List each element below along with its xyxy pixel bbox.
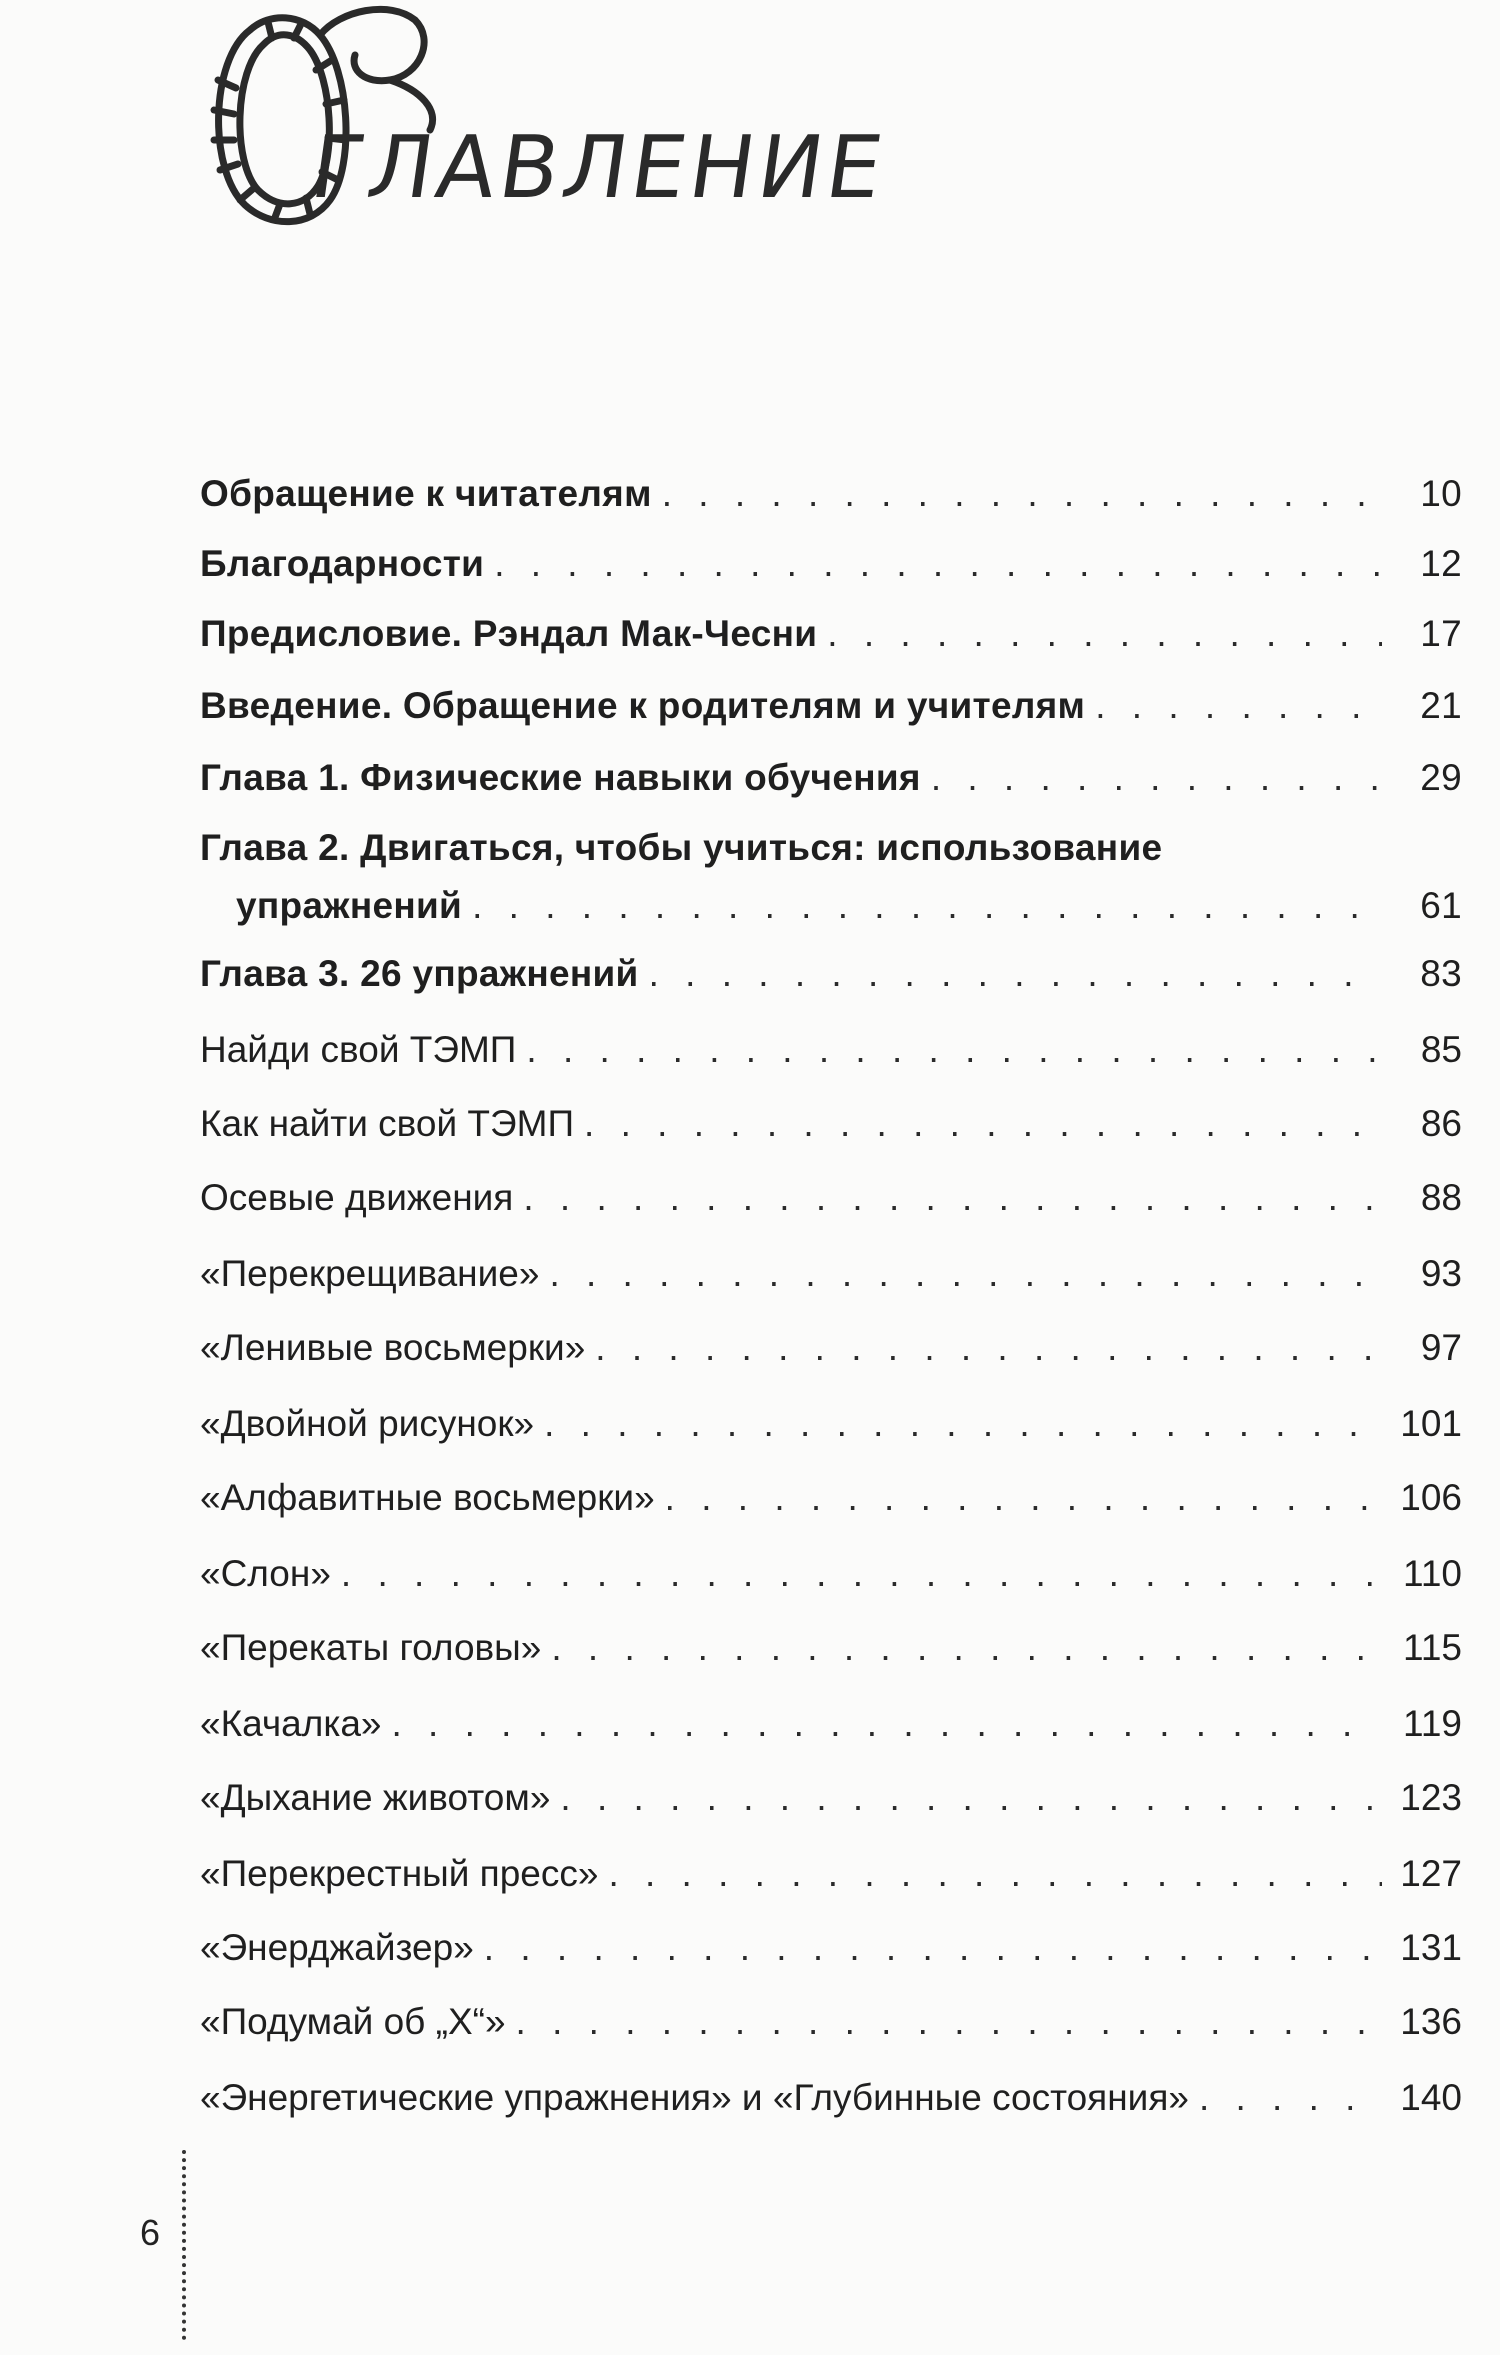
page-number-rule bbox=[182, 2150, 186, 2340]
toc-row[interactable] bbox=[200, 1914, 1462, 1970]
toc-title: Глава 1. Физические навыки обучения bbox=[200, 757, 921, 798]
toc-leader bbox=[472, 884, 1382, 928]
toc-page-number: 115 bbox=[1403, 1627, 1462, 1668]
toc-page-number: 127 bbox=[1400, 1853, 1462, 1894]
toc-page-number: 123 bbox=[1400, 1777, 1462, 1818]
toc-leader bbox=[931, 756, 1382, 800]
toc-page-number: 12 bbox=[1420, 543, 1462, 584]
toc-row[interactable] bbox=[200, 940, 1462, 996]
toc-leader bbox=[549, 1252, 1382, 1296]
toc-page-number: 93 bbox=[1420, 1253, 1462, 1294]
toc-title: «Слон» bbox=[200, 1553, 331, 1594]
toc-page-number: 88 bbox=[1420, 1177, 1462, 1218]
toc-row[interactable] bbox=[200, 2064, 1462, 2120]
toc-page-number: 136 bbox=[1400, 2001, 1462, 2042]
toc-leader bbox=[484, 1926, 1382, 1970]
toc-row[interactable] bbox=[200, 1390, 1462, 1446]
toc-title: Осевые движения bbox=[200, 1177, 514, 1218]
toc-row[interactable] bbox=[200, 1614, 1462, 1670]
toc-row[interactable] bbox=[200, 1164, 1462, 1220]
toc-leader bbox=[827, 612, 1382, 656]
toc-title: Как найти свой ТЭМП bbox=[200, 1103, 575, 1144]
toc-leader bbox=[494, 542, 1382, 586]
toc-page-number: 106 bbox=[1400, 1477, 1462, 1518]
toc-page-number: 10 bbox=[1420, 473, 1462, 514]
contents-heading: ГЛАВЛЕНИЕ bbox=[304, 118, 893, 218]
toc-leader bbox=[665, 1476, 1382, 1520]
toc-row[interactable] bbox=[200, 814, 1462, 870]
toc-title: «Перекаты головы» bbox=[200, 1627, 542, 1668]
toc-row[interactable] bbox=[200, 1090, 1462, 1146]
toc-leader bbox=[560, 1776, 1382, 1820]
toc-leader bbox=[1199, 2076, 1382, 2120]
toc-title: Глава 2. Двигаться, чтобы учиться: использование bbox=[200, 827, 1163, 868]
toc-title: «Алфавитные восьмерки» bbox=[200, 1477, 655, 1518]
toc-page-number: 29 bbox=[1420, 757, 1462, 798]
toc-title: «Подумай об „Х“» bbox=[200, 2001, 506, 2042]
toc-page-number: 101 bbox=[1400, 1403, 1462, 1444]
toc-row[interactable] bbox=[200, 1988, 1462, 2044]
toc-leader bbox=[526, 1028, 1382, 1072]
toc-page-number: 61 bbox=[1420, 885, 1462, 926]
toc-leader bbox=[341, 1552, 1382, 1596]
toc-leader bbox=[544, 1402, 1382, 1446]
toc-page-number: 131 bbox=[1400, 1927, 1462, 1968]
toc-page-number: 83 bbox=[1420, 953, 1462, 994]
toc-leader bbox=[662, 472, 1382, 516]
toc-title: Предисловие. Рэндал Мак-Чесни bbox=[200, 613, 818, 654]
toc-page-number: 140 bbox=[1400, 2077, 1462, 2118]
toc-page-number: 110 bbox=[1403, 1553, 1462, 1594]
toc-leader bbox=[608, 1852, 1382, 1896]
toc-title: упражнений bbox=[236, 885, 463, 926]
toc-title: «Двойной рисунок» bbox=[200, 1403, 535, 1444]
toc-row[interactable] bbox=[200, 460, 1462, 516]
toc-page-number: 21 bbox=[1420, 685, 1462, 726]
toc-title: «Энергетические упражнения» и «Глубинные состояния» bbox=[200, 2077, 1189, 2118]
toc-page-number: 85 bbox=[1420, 1029, 1462, 1070]
toc-leader bbox=[649, 952, 1382, 996]
toc-row[interactable] bbox=[200, 1464, 1462, 1520]
toc-page-number: 97 bbox=[1420, 1327, 1462, 1368]
toc-title: Введение. Обращение к родителям и учителям bbox=[200, 685, 1086, 726]
toc-title: «Качалка» bbox=[200, 1703, 382, 1744]
toc-row[interactable] bbox=[200, 744, 1462, 800]
toc-row[interactable] bbox=[236, 872, 1462, 928]
page-number: 6 bbox=[140, 2212, 161, 2253]
toc-title: Найди свой ТЭМП bbox=[200, 1029, 517, 1070]
toc-title: Глава 3. 26 упражнений bbox=[200, 953, 639, 994]
toc-row[interactable] bbox=[200, 1016, 1462, 1072]
toc-page-number: 17 bbox=[1420, 613, 1462, 654]
toc-row[interactable] bbox=[200, 1840, 1462, 1896]
toc-title: Благодарности bbox=[200, 543, 485, 584]
toc-leader bbox=[392, 1702, 1383, 1746]
toc-page-number: 119 bbox=[1403, 1703, 1462, 1744]
toc-row[interactable] bbox=[200, 530, 1462, 586]
toc-leader bbox=[516, 2000, 1382, 2044]
toc-title: «Перекрещивание» bbox=[200, 1253, 540, 1294]
toc-leader bbox=[1095, 684, 1382, 728]
toc-row[interactable] bbox=[200, 1690, 1462, 1746]
toc-row[interactable] bbox=[200, 1240, 1462, 1296]
toc-page-number: 86 bbox=[1420, 1103, 1462, 1144]
toc-leader bbox=[551, 1626, 1382, 1670]
toc-row[interactable] bbox=[200, 672, 1462, 728]
toc-title: Обращение к читателям bbox=[200, 473, 652, 514]
toc-leader bbox=[595, 1326, 1382, 1370]
toc-title: «Энерджайзер» bbox=[200, 1927, 474, 1968]
toc-leader bbox=[523, 1176, 1382, 1220]
toc-row[interactable] bbox=[200, 1764, 1462, 1820]
toc-row[interactable] bbox=[200, 600, 1462, 656]
toc-title: «Перекрестный пресс» bbox=[200, 1853, 599, 1894]
toc-title: «Ленивые восьмерки» bbox=[200, 1327, 586, 1368]
toc-row[interactable] bbox=[200, 1540, 1462, 1596]
toc-row[interactable] bbox=[200, 1314, 1462, 1370]
toc-title: «Дыхание животом» bbox=[200, 1777, 551, 1818]
toc-leader bbox=[584, 1102, 1382, 1146]
